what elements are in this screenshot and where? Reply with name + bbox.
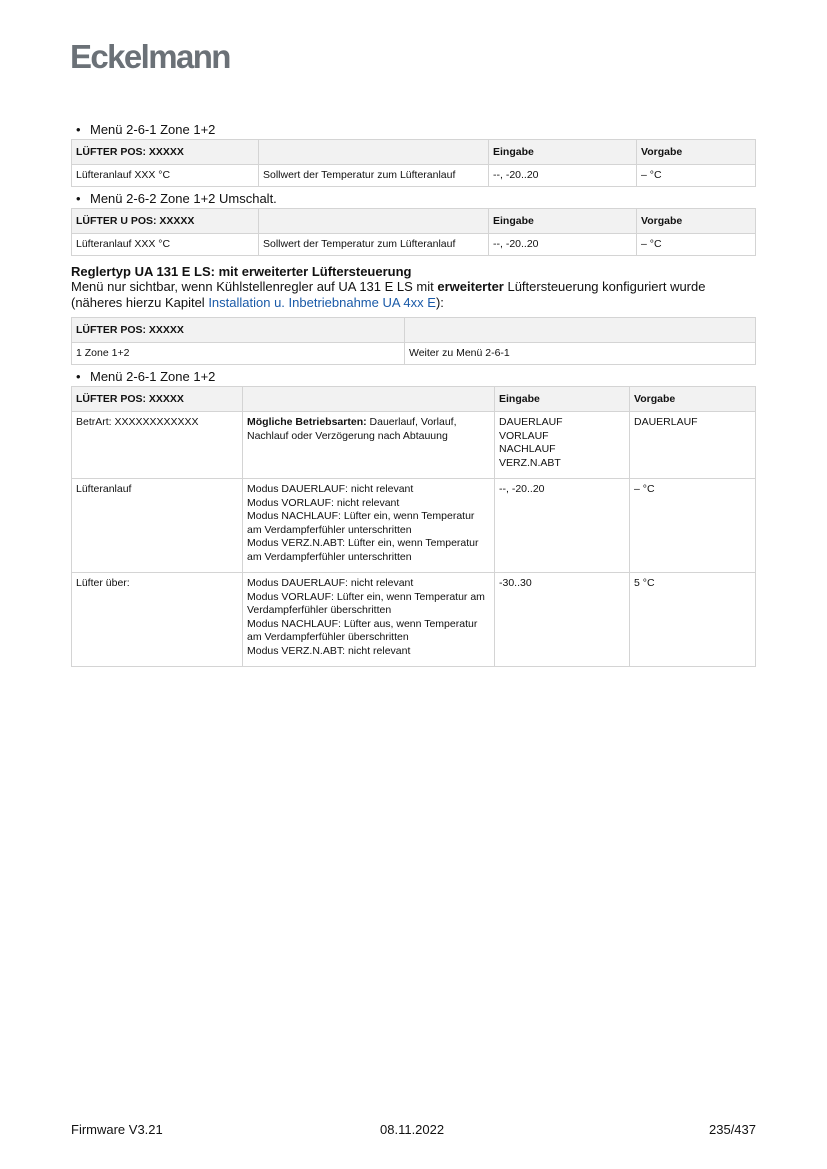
table-cell: Sollwert der Temperatur zum Lüfteranlauf [259, 234, 489, 256]
description-text: ): [435, 295, 444, 310]
header-cell [243, 387, 495, 412]
table-row [72, 343, 756, 365]
bullet-label: Menü 2-6-1 Zone 1+2 [90, 369, 216, 384]
header-cell: Vorgabe [637, 140, 756, 165]
mode-description: Modus VERZ.N.ABT: Lüfter ein, wenn Temperatur am Verdampferfühler unterschritten [247, 537, 479, 563]
header-cell: LÜFTER POS: XXXXX [72, 318, 405, 343]
table-header-row [72, 140, 756, 165]
table-cell: Sollwert der Temperatur zum Lüfteranlauf [259, 165, 489, 187]
header-cell [259, 140, 489, 165]
option-value: VERZ.N.ABT [499, 456, 561, 469]
table-cell: BetrArt: XXXXXXXXXXXX [72, 412, 243, 479]
table-cell: Lüfter über: [72, 573, 243, 667]
table-cell: --, -20..20 [489, 165, 637, 187]
header-cell: LÜFTER POS: XXXXX [72, 140, 259, 165]
table-cell [495, 412, 630, 479]
footer-firmware: Firmware V3.21 [71, 1122, 163, 1137]
option-value: VORLAUF [499, 429, 549, 442]
header-cell: LÜFTER POS: XXXXX [72, 387, 243, 412]
header-cell: Eingabe [489, 209, 637, 234]
mode-description: Modus NACHLAUF: Lüfter ein, wenn Temperatur am Verdampferfühler unterschritten [247, 510, 475, 536]
option-value: NACHLAUF [499, 443, 556, 455]
mode-description: Modus DAUERLAUF: nicht relevant [247, 483, 414, 495]
header-cell [259, 209, 489, 234]
table-row [72, 412, 756, 479]
mode-description: Modus VERZ.N.ABT: nicht relevant [247, 644, 411, 657]
table-cell: – °C [637, 234, 756, 256]
page-content [71, 118, 756, 670]
mode-description: Modus VORLAUF: nicht relevant [247, 496, 400, 509]
option-value: DAUERLAUF [499, 416, 563, 428]
table-cell: – °C [637, 165, 756, 187]
table-cell: 5 °C [630, 573, 756, 667]
table-header-row [72, 318, 756, 343]
table-cell: Lüfteranlauf XXX °C [72, 165, 259, 187]
header-cell [405, 318, 756, 343]
table-cell [243, 412, 495, 479]
footer-date: 08.11.2022 [380, 1122, 445, 1137]
section-description [71, 279, 756, 311]
mode-description: Modus DAUERLAUF: nicht relevant [247, 577, 414, 589]
company-logo: Eckelmann [70, 38, 230, 75]
table-row [72, 165, 756, 187]
header-cell: Vorgabe [630, 387, 756, 412]
chapter-link[interactable]: Installation u. Inbetriebnahme UA 4xx E [208, 295, 436, 310]
mode-description: Modus VORLAUF: Lüfter ein, wenn Temperatur am Verdampferfühler überschritten [247, 590, 485, 616]
table-cell: Weiter zu Menü 2-6-1 [405, 343, 756, 365]
header-cell: LÜFTER U POS: XXXXX [72, 209, 259, 234]
table-header-row [72, 209, 756, 234]
header-cell: Vorgabe [637, 209, 756, 234]
header-cell: Eingabe [495, 387, 630, 412]
header-cell: Eingabe [489, 140, 637, 165]
table-cell [243, 479, 495, 573]
table-cell: 1 Zone 1+2 [72, 343, 405, 365]
table-cell: – °C [630, 479, 756, 573]
table-cell [243, 573, 495, 667]
table-cell: --, -20..20 [489, 234, 637, 256]
menu-bullet-2-6-1: • Menü 2-6-1 Zone 1+2 [76, 122, 216, 137]
menu-table-zone-select [71, 317, 756, 365]
footer-page-number: 235/437 [709, 1122, 756, 1137]
table-row [72, 479, 756, 573]
description-bold: erweiterter [437, 279, 504, 294]
mode-description: Modus NACHLAUF: Lüfter aus, wenn Temperatur am Verdampferfühler überschritten [247, 617, 478, 643]
cell-text: Dauerlauf, Vorlauf, Nachlauf oder Verzögerung nach Abtauung [247, 416, 457, 442]
table-cell: Lüfteranlauf [72, 479, 243, 573]
table-header-row [72, 387, 756, 412]
menu-table-2-6-1-extended [71, 386, 756, 667]
description-text: Menü nur sichtbar, wenn Kühlstellenregler auf UA 131 E LS mit [71, 279, 438, 294]
table-row [72, 573, 756, 667]
table-cell: DAUERLAUF [630, 412, 756, 479]
cell-bold-text: Mögliche Betriebsarten: [247, 416, 367, 428]
bullet-label: Menü 2-6-1 Zone 1+2 [90, 122, 216, 137]
section-heading: Reglertyp UA 131 E LS: mit erweiterter Lüftersteuerung [71, 264, 412, 279]
menu-table-2-6-1 [71, 139, 756, 187]
menu-bullet-2-6-2: • Menü 2-6-2 Zone 1+2 Umschalt. [76, 191, 277, 206]
table-cell: -30..30 [495, 573, 630, 667]
bullet-label: Menü 2-6-2 Zone 1+2 Umschalt. [90, 191, 277, 206]
table-row [72, 234, 756, 256]
menu-table-2-6-2 [71, 208, 756, 256]
description-text: Lüftersteuerung konfiguriert wurde (näheres hierzu Kapitel [71, 279, 706, 310]
table-cell: --, -20..20 [495, 479, 630, 573]
menu-bullet-2-6-1-extended: • Menü 2-6-1 Zone 1+2 [76, 369, 216, 384]
table-cell: Lüfteranlauf XXX °C [72, 234, 259, 256]
